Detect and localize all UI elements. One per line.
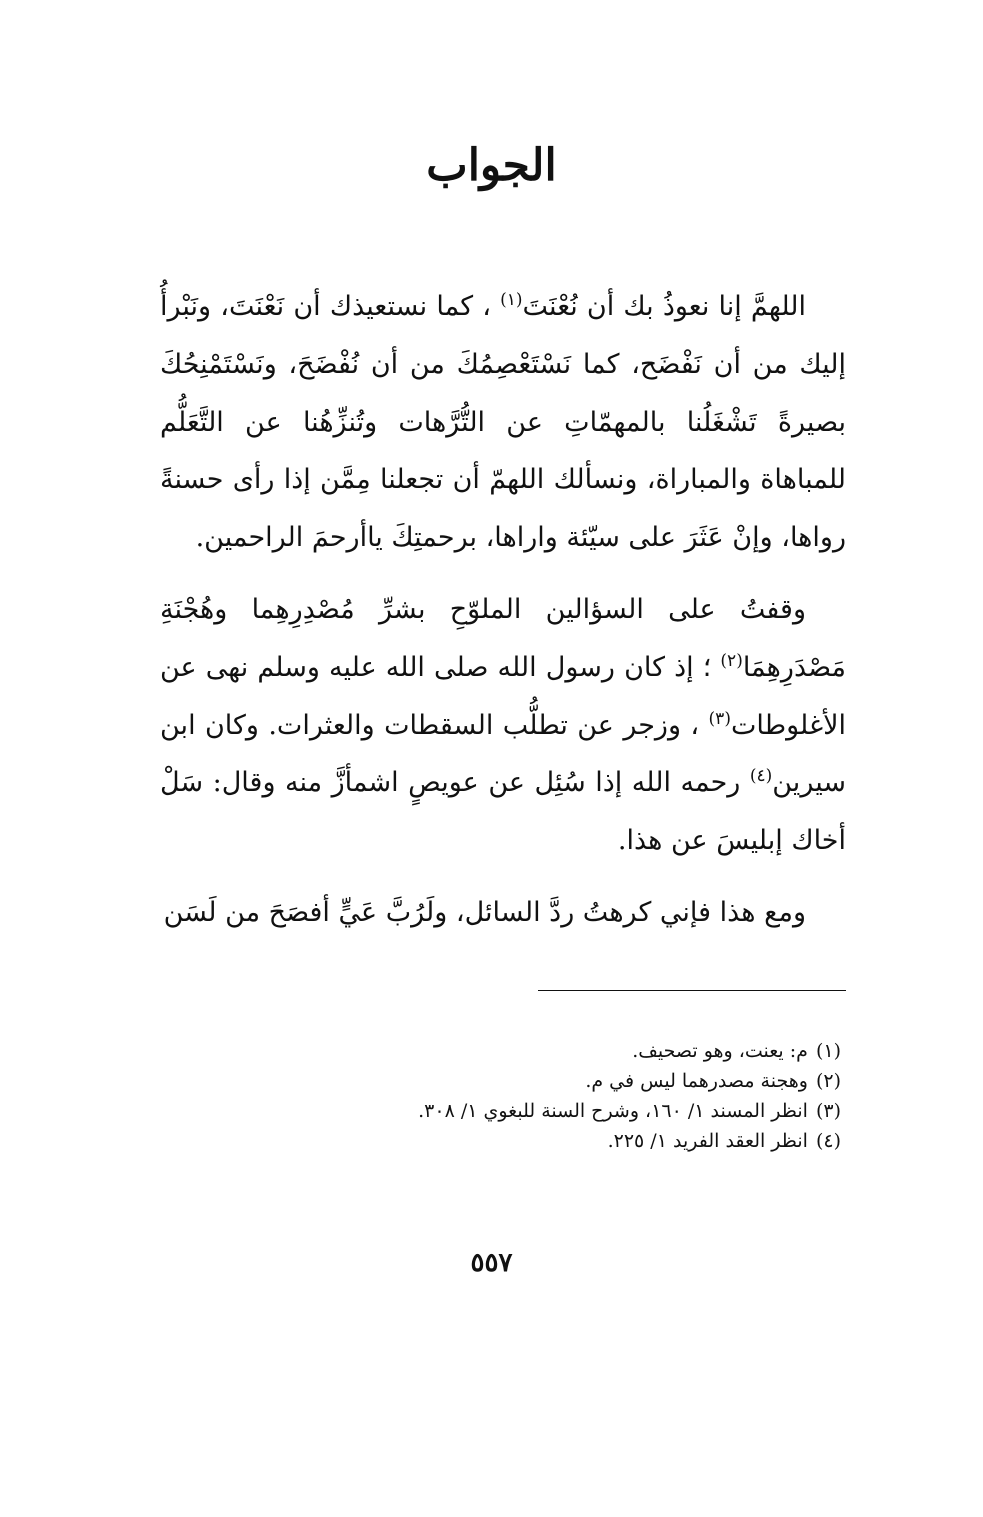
footnote-3-text: انظر المسند ١/ ١٦٠، وشرح السنة للبغوي ١/ ٣٠٨. bbox=[418, 1100, 808, 1122]
paragraph-3-text: ومع هذا فإني كرهتُ ردَّ السائل، ولَرُبَّ عَيٍّ أفصَحَ من لَسَن bbox=[163, 896, 806, 928]
footnote-ref-3: (٣) bbox=[708, 708, 731, 729]
footnote-3 bbox=[160, 1096, 841, 1126]
footnote-1 bbox=[160, 1036, 841, 1066]
footnote-4 bbox=[160, 1126, 841, 1156]
paragraph-1-text-a: اللهمَّ إنا نعوذُ بك أن نُعْنَتَ bbox=[522, 291, 807, 322]
footnote-1-number: (١) bbox=[815, 1040, 841, 1062]
paragraph-2 bbox=[160, 581, 846, 870]
paragraph-2-text-c: ، وزجر عن تطلُّب السقطات والعثرات. وكان ابن سيرين bbox=[160, 709, 846, 799]
page-title: الجواب bbox=[426, 140, 557, 191]
page-number: ٥٥٧ bbox=[470, 1248, 513, 1278]
footnote-divider bbox=[538, 990, 846, 991]
footnote-4-text: انظر العقد الفريد ١/ ٢٢٥. bbox=[607, 1130, 808, 1152]
footnote-2 bbox=[160, 1066, 841, 1096]
paragraph-2-text-a: وقفتُ على السؤالين الملوّحِ بشرِّ مُصْدِرِهِما وهُجْنَةِ مَصْدَرِهِمَا bbox=[160, 593, 846, 683]
footnote-1-text: م: يعنت، وهو تصحيف. bbox=[632, 1040, 808, 1062]
footnote-ref-4: (٤) bbox=[749, 766, 773, 787]
footnote-ref-1: (١) bbox=[500, 290, 523, 310]
paragraph-2-text-b: ؛ إذ كان رسول الله صلى الله عليه وسلم نهى عن الأغلوطات bbox=[160, 651, 846, 741]
paragraph-3 bbox=[160, 884, 846, 942]
footnote-ref-2: (٢) bbox=[720, 650, 743, 671]
footnote-2-number: (٢) bbox=[815, 1070, 841, 1092]
footnote-2-text: وهجنة مصدرهما ليس في م. bbox=[585, 1070, 808, 1092]
paragraph-2-text-d: رحمه الله إذا سُئِل عن عويصٍ اشمأزَّ منه وقال: سَلْ أخاك إبليسَ عن هذا. bbox=[160, 767, 846, 857]
footnotes-list bbox=[160, 1036, 841, 1156]
footnote-4-number: (٤) bbox=[815, 1130, 841, 1152]
footnote-3-number: (٣) bbox=[815, 1100, 841, 1122]
paragraph-1 bbox=[160, 278, 846, 567]
body-text bbox=[160, 278, 846, 956]
paragraph-1-text-b: ، كما نستعيذك أن نَعْنَتَ، ونَبْرأُ إليك من أن نَفْضَح، كما نَسْتَعْصِمُكَ من أن نُفْضَحَ، ونَسْتَمْنِحُكَ بصيرةً تَشْغَلُنا بالمهمّاتِ عن التُّرَّهات وتُنزِّهُنا عن التَّعَلُّم للمباهاة والمباراة، ونسألك اللهمّ أن تجعلنا مِمَّن إذا رأى حسنةً رواها، وإنْ عَثَرَ على سيّئة واراها، برحمتِكَ ياأرحمَ الراحمين. bbox=[160, 291, 846, 554]
